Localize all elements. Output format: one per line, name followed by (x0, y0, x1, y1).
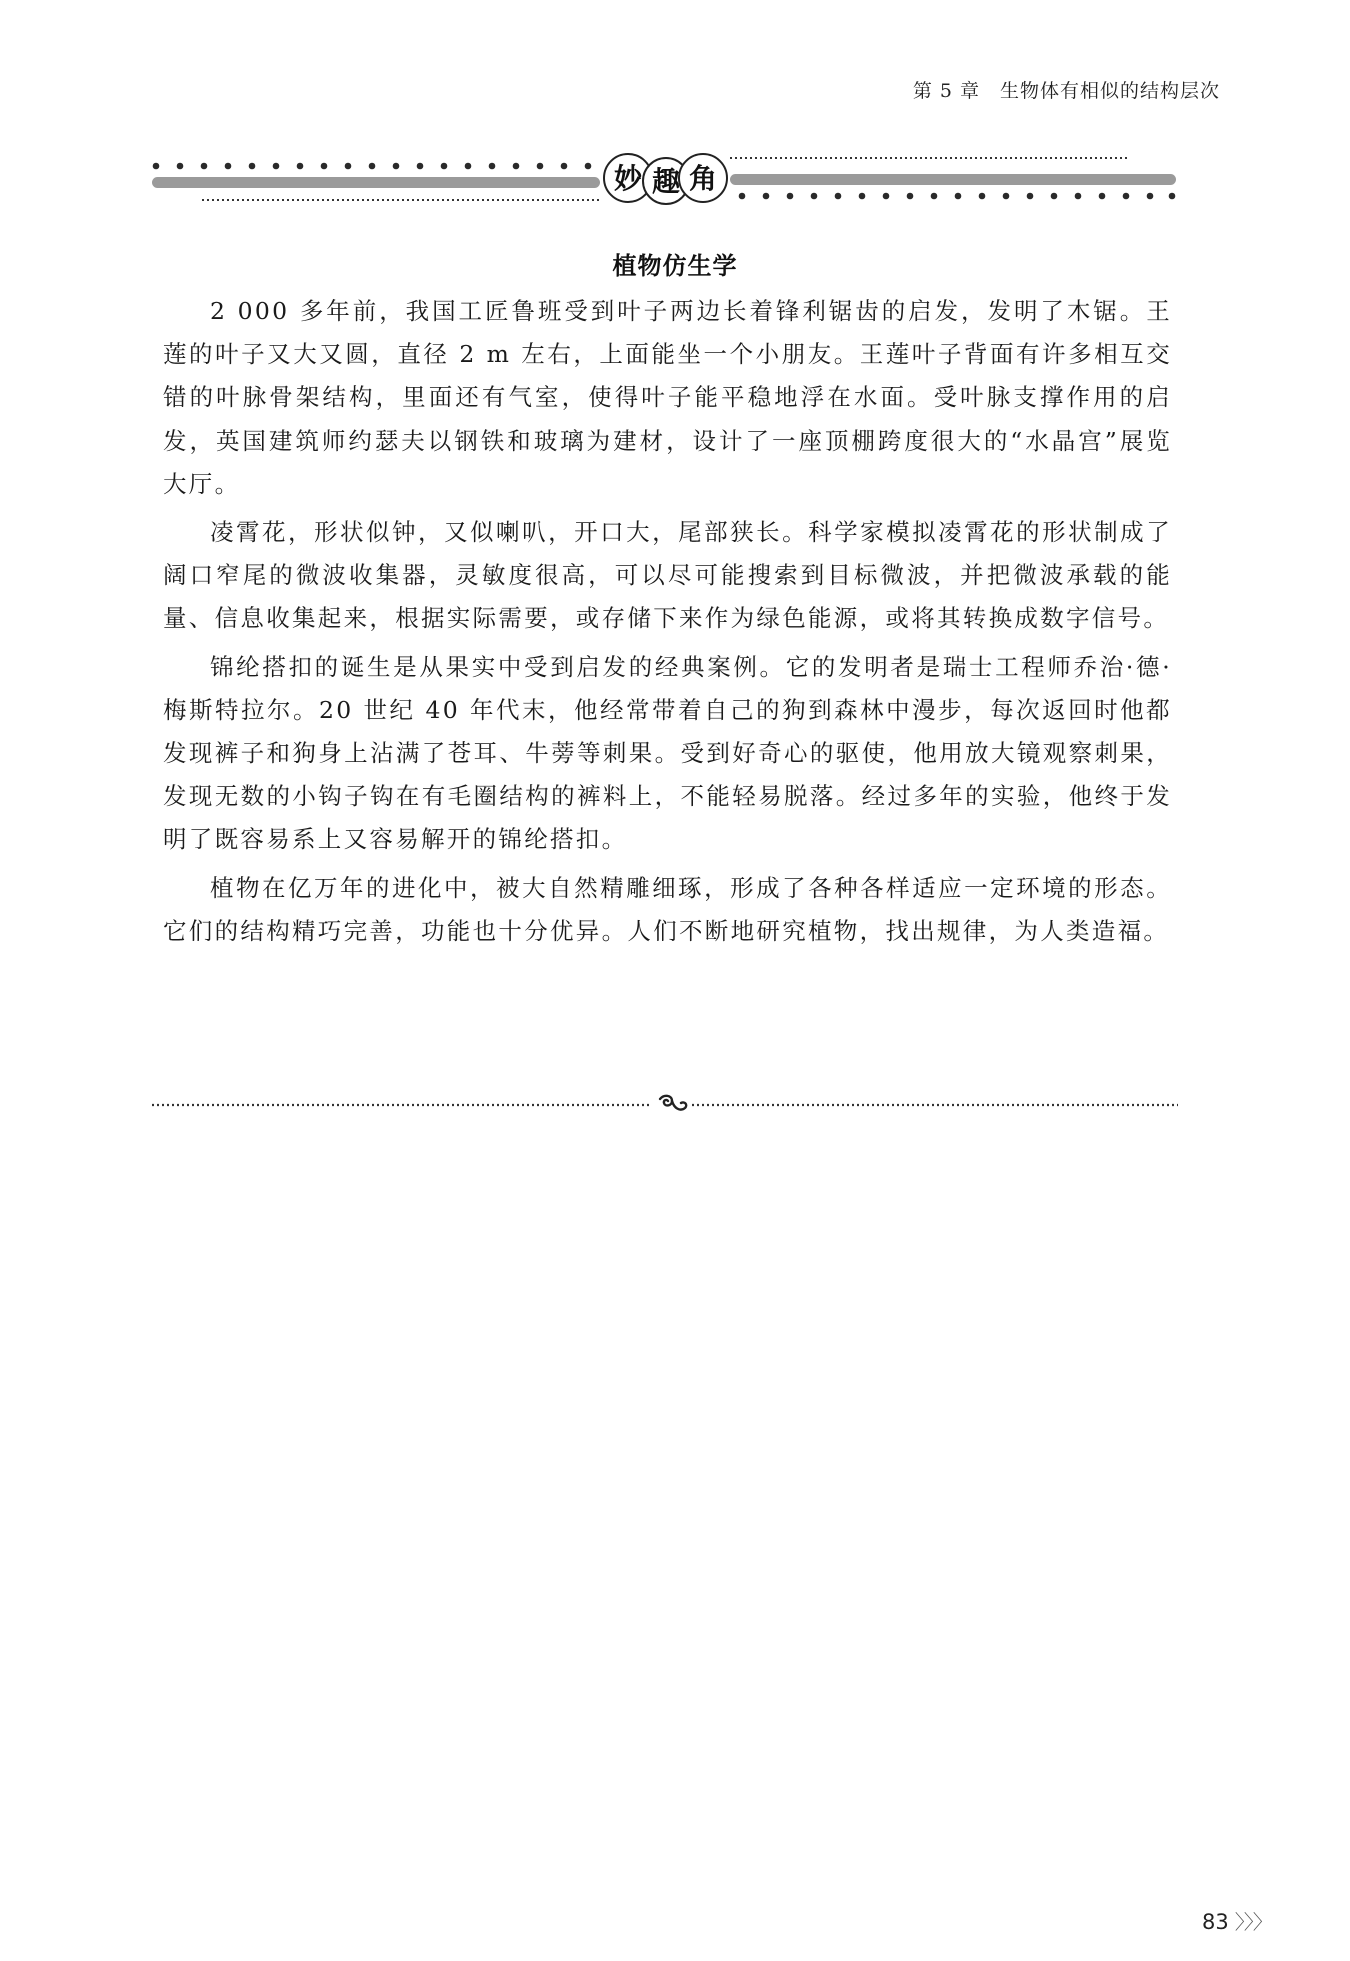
paragraph-3: 锦纶搭扣的诞生是从果实中受到启发的经典案例。它的发明者是瑞士工程师乔治·德·梅斯特拉尔。20 世纪 40 年代末，他经常带着自己的狗到森林中漫步，每次返回时他都发现裤子和狗身上沾满了苍耳、牛蒡等刺果。受到好奇心的驱使，他用放大镜观察刺果，发现无数的小钩子钩在有毛圈结构的裤料上，不能轻易脱落。经过多年的实验，他终于发明了既容易系上又容易解开的锦纶搭扣。 (163, 652, 1172, 854)
article-body (163, 290, 1172, 953)
paragraph-4: 植物在亿万年的进化中，被大自然精雕细琢，形成了各种各样适应一定环境的形态。它们的结构精巧完善，功能也十分优异。人们不断地研究植物，找出规律，为人类造福。 (163, 873, 1172, 945)
section-banner (150, 150, 1180, 220)
paragraph-1: 2 000 多年前，我国工匠鲁班受到叶子两边长着锋利锯齿的启发，发明了木锯。王莲的叶子又大又圆，直径 2 m 左右，上面能坐一个小朋友。王莲叶子背面有许多相互交错的叶脉骨架结构，里面还有气室，使得叶子能平稳地浮在水面。受叶脉支撑作用的启发，英国建筑师约瑟夫以钢铁和玻璃为建材，设计了一座顶棚跨度很大的“水晶宫”展览大厅。 (163, 297, 1172, 498)
section-end-divider (152, 1090, 1178, 1120)
banner-char-3: 角 (688, 162, 718, 195)
banner-char-1: 妙 (613, 162, 643, 195)
paragraph-2: 凌霄花，形状似钟，又似喇叭，开口大，尾部狭长。科学家模拟凌霄花的形状制成了阔口窄尾的微波收集器，灵敏度很高，可以尽可能搜索到目标微波，并把微波承载的能量、信息收集起来，根据实际需要，或存储下来作为绿色能源，或将其转换成数字信号。 (163, 518, 1172, 633)
chevron-right-icon: 〉〉〉 (1234, 1910, 1272, 1934)
page-number-value: 83 (1202, 1910, 1229, 1934)
chapter-header: 第 5 章 生物体有相似的结构层次 (912, 80, 1220, 102)
article-title: 植物仿生学 (612, 252, 738, 280)
ornament-icon (660, 1096, 686, 1110)
banner-char-2: 趣 (651, 165, 681, 198)
page-number (1202, 1906, 1272, 1935)
